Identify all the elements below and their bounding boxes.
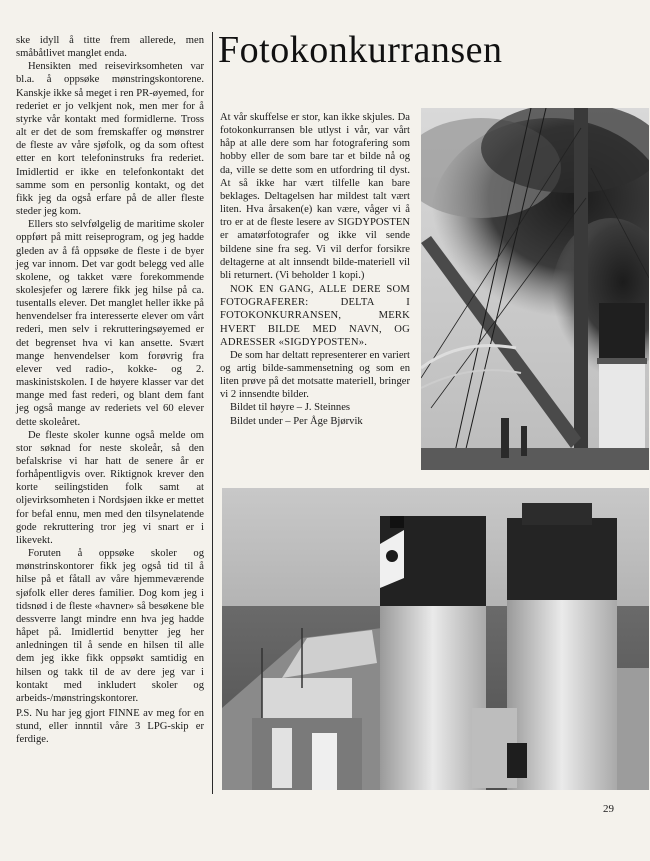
tanker-twin-funnels-photo: [222, 488, 649, 790]
left-text-column: [16, 34, 204, 746]
postscript: P.S. Nu har jeg gjort FINNE av meg for en stund, eller innntil våre 3 LPG-skip er ferdige.: [16, 707, 204, 746]
photo-credit-right: Bildet til høyre – J. Steinnes: [230, 402, 351, 414]
article-title: Fotokonkurransen: [218, 29, 503, 71]
photo-credit-below: Bildet under – Per Åge Bjørvik: [230, 415, 363, 427]
ship-funnel-smoke-image: [421, 108, 649, 470]
intro-paragraph: At vår skuffelse er stor, kan ikke skjules. Da fotokonkurransen ble utlyst i vår, var vårt håp at alle dere som har fotografering som hobby eller de som bare tar et bilde nå og da, ville se dette som en utfordring til dyst. At så ikke har vært tilfelle kan bare beklages. Deltagelsen har mildest talt vært liten. Hva årsaken(e) kan være, våger vi å tro er at de fleste lesere av SIGDYPOSTEN er amatørfotografer og ikke vil sende bildene sine fra seg. Vi vil derfor forsikre deltagerne at alt innsendt bilde-materiell vil bli returnert. (Vi beholder 1 kopi.): [220, 112, 410, 281]
left-paragraph: Ellers sto selvfølgelig de maritime skoler oppført på mitt reiseprogram, og jeg hadde gleden av å få oppsøke de fleste i de byer jeg var innom. Det var godt belegg ved alle skolene, og takket være forekommende skolesjefer og lærere fikk jeg hilse på ca. tusentalls elever. Det manglet heller ikke på henvendelser fra interesserte elever om vårt rederi, men selv i rekrutteringsøyemed er det begrenset hva vi kan ansette. Svært mange henvendelser kom forøvrig fra elever ved radio-, kokke- og 2. maskinistskolen. I de høyere klasser var det mange med fast rederi, og blant dem fant jeg også mange av rederiets vel 60 elever dette skoleåret.: [16, 219, 204, 428]
ship-funnel-smoke-photo: [421, 108, 649, 470]
call-to-action-paragraph: NOK EN GANG, ALLE DERE SOM FOTOGRAFERER: DELTA I FOTOKONKURRANSEN, MERK HVERT BILDE MED NAVN, OG ADRESSER «SIGDYPOSTEN».: [220, 284, 410, 348]
closing-paragraph: De som har deltatt representerer en variert og artig bilde-sammensetning og som en liten prøve på det motsatte materiell, bringer vi 2 innsendte bilder.: [220, 349, 410, 401]
left-paragraph: ske idyll å titte frem allerede, men småbåtlivet manglet enda.: [16, 35, 204, 60]
left-paragraph: De fleste skoler kunne også melde om stor søknad for neste skoleår, så den befalskrise vi har hatt de senere år er forhåpentligvis over. Riktignok krever den korte seilingstiden folk samt at oljevirksomheten i Nordsjøen ikke er mettet for befal ennu, men med den tilsynelatende gode rekruttering tror jeg vi snart er i likevekt.: [16, 429, 204, 546]
middle-text-column: [220, 111, 410, 428]
page-number: 29: [603, 803, 614, 815]
column-divider: [212, 32, 213, 794]
tanker-twin-funnels-image: [222, 488, 649, 790]
left-paragraph: Hensikten med reisevirksomheten var bl.a. å oppsøke mønstringskontorene. Kanskje ikke så meget i ren PR-øyemed, for rederiet er jo velkjent nok, men mer for å styrke vår kontakt med formidlerne. Tross alt er det de som fremskaffer og mønstrer de fleste av våre sjøfolk, og da som oftest etter en kort telefoninstruks fra rederiet. Imidlertid er ikke en telefonkontakt det samme som en personlig kontakt, og det fikk jeg da også erfare på de aller fleste steder jeg kom.: [16, 61, 204, 218]
left-paragraph: Foruten å oppsøke skoler og mønstrinskontorer fikk jeg også tid til å hilse på et fåtall av våre hjemmeværende sjøfolk eller deres familier. Dog kom jeg i tidsnød i de fleste «havner» så besøkene ble dessverre langt mindre enn hva jeg hadde håpet på. Imidlertid benytter jeg her anledningen til å sende en hilsen til alle dem jeg ikke fikk oppsøkt samtidig en hilsen og takk til de av dere jeg var i kontakt med inkludert skoler og arbeids-/mønstringskontorer.: [16, 548, 204, 704]
